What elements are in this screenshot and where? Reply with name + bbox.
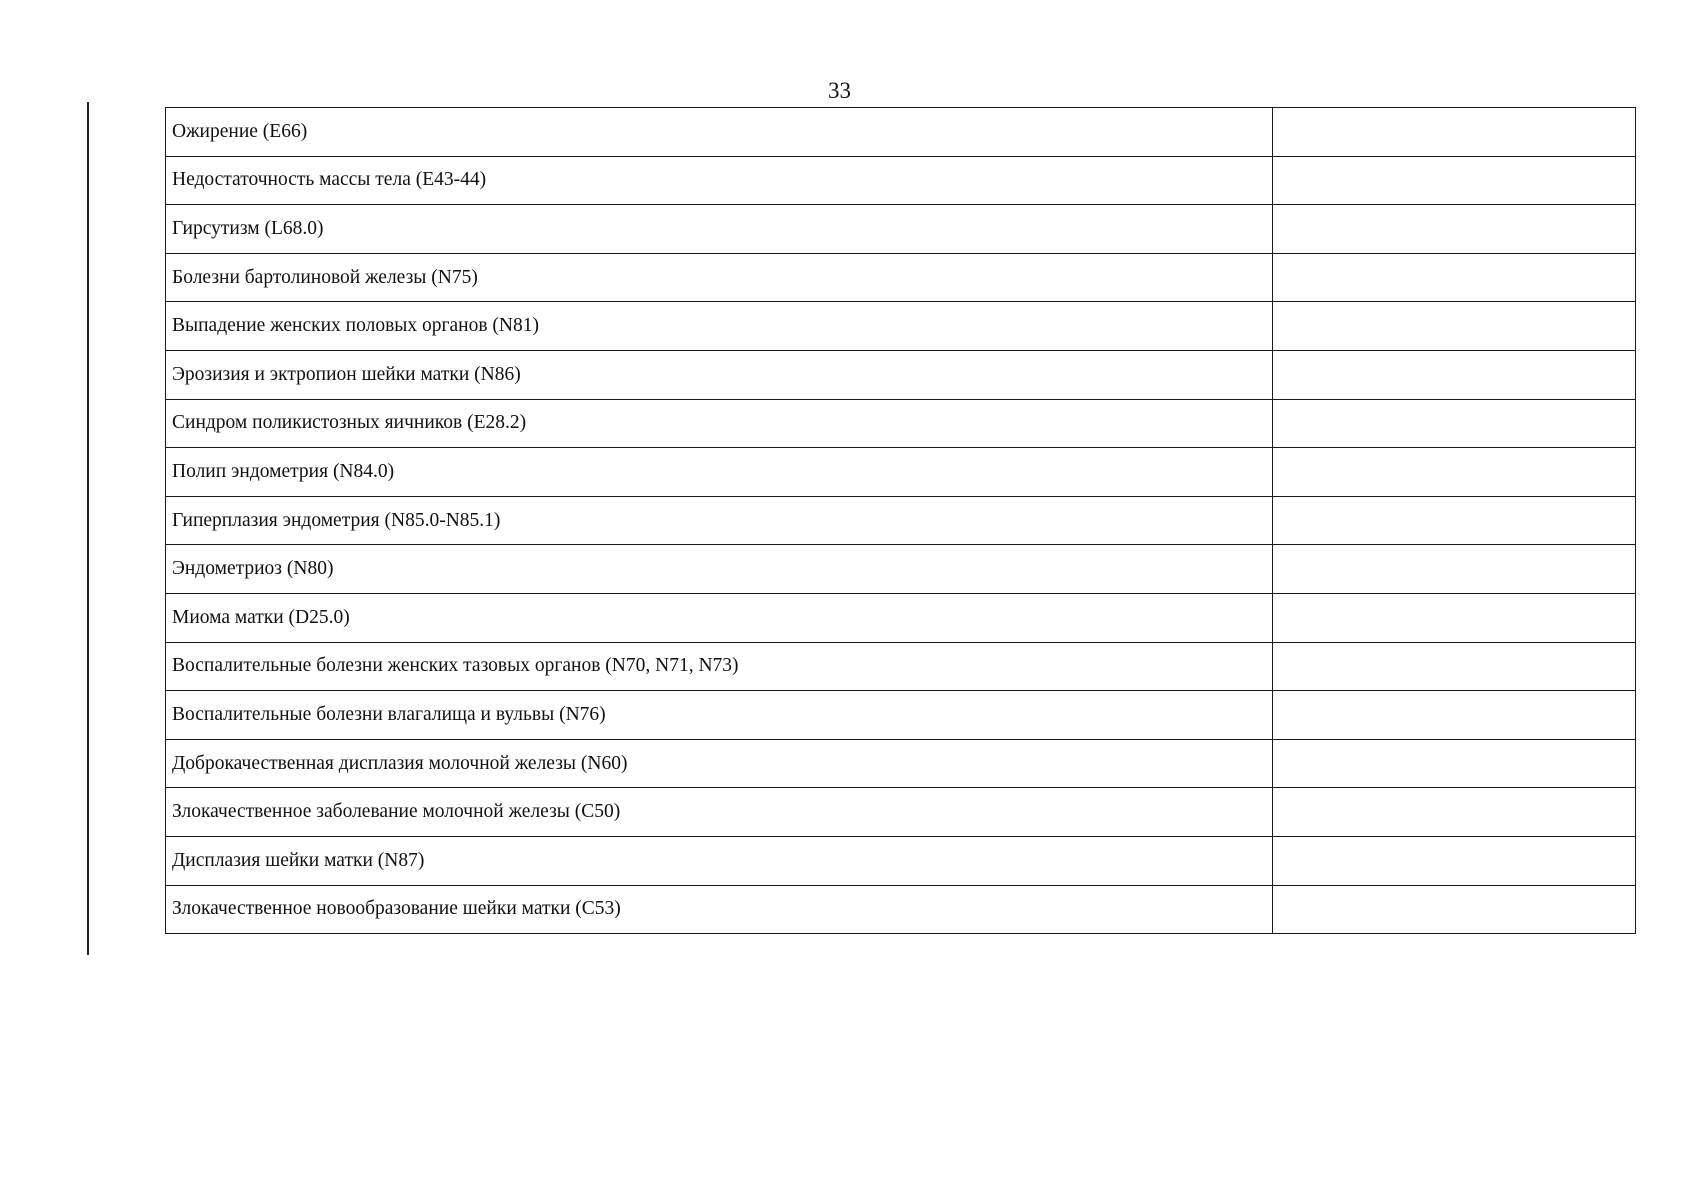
diagnosis-label: Выпадение женских половых органов (N81) (166, 302, 1273, 351)
diagnosis-label: Болезни бартолиновой железы (N75) (166, 253, 1273, 302)
table-row (166, 302, 1636, 351)
diagnosis-label: Доброкачественная дисплазия молочной железы (N60) (166, 739, 1273, 788)
diagnosis-label: Недостаточность массы тела (Е43-44) (166, 156, 1273, 205)
diagnosis-table-container (165, 107, 1635, 934)
table-row (166, 205, 1636, 254)
table-row (166, 496, 1636, 545)
table-row (166, 108, 1636, 157)
diagnosis-value-cell (1273, 205, 1636, 254)
table-row (166, 545, 1636, 594)
table-row (166, 885, 1636, 934)
diagnosis-value-cell (1273, 642, 1636, 691)
diagnosis-value-cell (1273, 885, 1636, 934)
table-row (166, 399, 1636, 448)
diagnosis-value-cell (1273, 108, 1636, 157)
diagnosis-label: Воспалительные болезни влагалища и вульвы (N76) (166, 691, 1273, 740)
table-row (166, 642, 1636, 691)
diagnosis-label: Миома матки (D25.0) (166, 593, 1273, 642)
diagnosis-label: Гирсутизм (L68.0) (166, 205, 1273, 254)
diagnosis-value-cell (1273, 156, 1636, 205)
left-margin-line (87, 102, 89, 955)
diagnosis-label: Дисплазия шейки матки (N87) (166, 836, 1273, 885)
diagnosis-label: Ожирение (Е66) (166, 108, 1273, 157)
diagnosis-value-cell (1273, 496, 1636, 545)
diagnosis-value-cell (1273, 399, 1636, 448)
diagnosis-label: Злокачественное заболевание молочной железы (С50) (166, 788, 1273, 837)
diagnosis-label: Полип эндометрия (N84.0) (166, 448, 1273, 497)
table-row (166, 253, 1636, 302)
diagnosis-label: Эрозизия и эктропион шейки матки (N86) (166, 350, 1273, 399)
table-row (166, 448, 1636, 497)
diagnosis-label: Гиперплазия эндометрия (N85.0-N85.1) (166, 496, 1273, 545)
table-row (166, 836, 1636, 885)
diagnosis-table (165, 107, 1636, 934)
diagnosis-label: Злокачественное новообразование шейки матки (С53) (166, 885, 1273, 934)
diagnosis-value-cell (1273, 788, 1636, 837)
table-row (166, 739, 1636, 788)
diagnosis-value-cell (1273, 253, 1636, 302)
table-row (166, 691, 1636, 740)
diagnosis-label: Воспалительные болезни женских тазовых органов (N70, N71, N73) (166, 642, 1273, 691)
diagnosis-value-cell (1273, 593, 1636, 642)
page-number: 33 (828, 78, 851, 103)
table-row (166, 156, 1636, 205)
diagnosis-value-cell (1273, 448, 1636, 497)
diagnosis-value-cell (1273, 739, 1636, 788)
diagnosis-value-cell (1273, 350, 1636, 399)
diagnosis-value-cell (1273, 691, 1636, 740)
diagnosis-label: Эндометриоз (N80) (166, 545, 1273, 594)
diagnosis-label: Синдром поликистозных яичников (Е28.2) (166, 399, 1273, 448)
diagnosis-value-cell (1273, 302, 1636, 351)
table-row (166, 788, 1636, 837)
table-row (166, 350, 1636, 399)
diagnosis-value-cell (1273, 836, 1636, 885)
table-row (166, 593, 1636, 642)
diagnosis-value-cell (1273, 545, 1636, 594)
